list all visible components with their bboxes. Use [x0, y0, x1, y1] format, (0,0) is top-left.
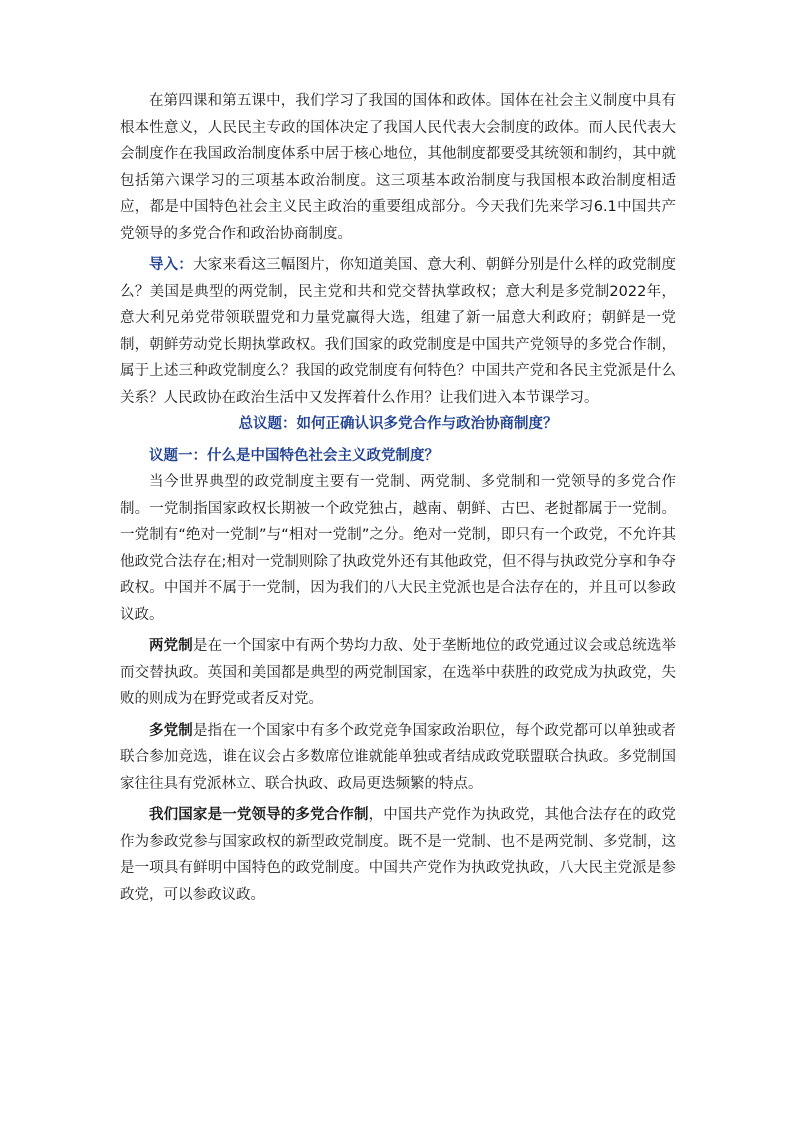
party-systems-paragraph: 当今世界典型的政党制度主要有一党制、两党制、多党制和一党领导的多党合作制。一党制指国家政权长期被一个政党独占，越南、朝鲜、古巴、老挝都属于一党制。一党制有“绝对一党制”与“相对一党制”之分。绝对一党制，即只有一个政党，不允许其他政党合法存在;相对一党制则除了执政党外还有其他政党，但不得与执政党分享和争夺政权。中国并不属于一党制，因为我们的八大民主党派也是合法存在的，并且可以参政议政。 — [120, 474, 676, 623]
two-party-paragraph — [120, 633, 676, 713]
china-system-term: 我们国家是一党领导的多党合作制 — [149, 807, 369, 823]
china-system-paragraph — [120, 802, 676, 908]
multi-party-paragraph — [120, 718, 676, 798]
lead-in-label: 导入： — [149, 257, 193, 273]
topic-one-heading: 议题一：什么是中国特色社会主义政党制度？ — [149, 447, 439, 464]
multi-party-text: 是指在一个国家中有多个政党竞争国家政治职位，每个政党都可以单独或者联合参加竞选，谁在议会占多数席位谁就能单独或者结成政党联盟联合执政。多党制国家往往具有党派林立、联合执政、政局更迭频繁的特点。 — [120, 722, 677, 792]
china-system-text: ，中国共产党作为执政党，其他合法存在的政党作为参政党参与国家政权的新型政党制度。既不是一党制、也不是两党制、多党制，这是一项具有鲜明中国特色的政党制度。中国共产党作为执政党执政，八大民主党派是参政党，可以参政议政。 — [120, 807, 677, 903]
two-party-text: 是在一个国家中有两个势均力敌、处于垄断地位的政党通过议会或总统选举而交替执政。英国和美国都是典型的两党制国家，在选举中获胜的政党成为执政党，失败的则成为在野党或者反对党。 — [120, 638, 677, 707]
main-topic-heading: 总议题：如何正确认识多党合作与政治协商制度？ — [238, 416, 558, 432]
multi-party-term: 多党制 — [149, 722, 193, 739]
intro-paragraph: 在第四课和第五课中，我们学习了我国的国体和政体。国体在社会主义制度中具有根本性意义，人民民主专政的国体决定了我国人民代表大会制度的政体。而人民代表大会制度作在我国政治制度体系中居于核心地位，其他制度都要受其统领和制约，其中就包括第六课学习的三项基本政治制度。这三项基本政治制度与我国根本政治制度相适应，都是中国特色社会主义民主政治的重要组成部分。今天我们先来学习6.1中国共产党领导的多党合作和政治协商制度。 — [120, 93, 676, 242]
lead-in-text: 大家来看这三幅图片，你知道美国、意大利、朝鲜分别是什么样的政党制度么？美国是典型的两党制，民主党和共和党交替执掌政权；意大利是多党制2022年，意大利兄弟党带领联盟党和力量党赢得大选，组建了新一届意大利政府；朝鲜是一党制，朝鲜劳动党长期执掌政权。我们国家的政党制度是中国共产党领导的多党合作制，属于上述三种政党制度么？我国的政党制度有何特色？中国共产党和各民主党派是什么关系？人民政协在政治生活中又发挥着什么作用？让我们进入本节课学习。 — [120, 257, 677, 406]
document-page — [120, 88, 676, 908]
lead-in-paragraph — [120, 252, 676, 411]
two-party-term: 两党制 — [149, 638, 193, 654]
